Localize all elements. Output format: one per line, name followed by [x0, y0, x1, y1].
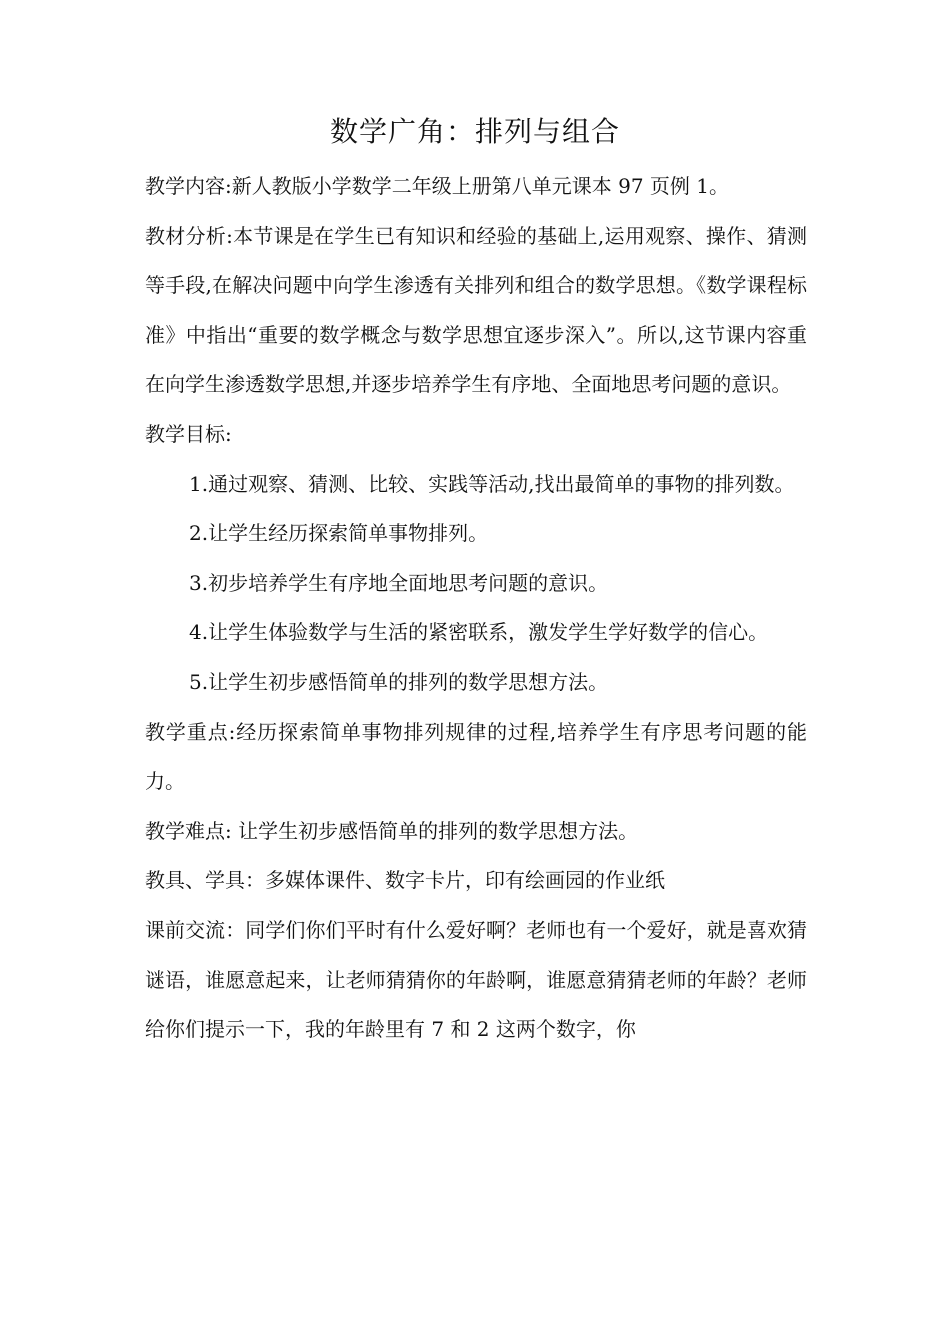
goal-item: 2.让学生经历探索简单事物排列。: [189, 521, 489, 546]
goal-item: 3.初步培养学生有序地全面地思考问题的意识。: [189, 570, 609, 595]
goal-item: 1.通过观察、猜测、比较、实践等活动,找出最简单的事物的排列数。: [189, 471, 795, 496]
goal-item: 4.让学生体验数学与生活的紧密联系，激发学生学好数学的信心。: [189, 620, 769, 645]
document-body: [145, 162, 807, 1055]
key-points: 教学重点:经历探索简单事物排列规律的过程,培养学生有序思考问题的能力。: [145, 719, 807, 794]
goals-heading: 教学目标:: [145, 421, 232, 446]
goal-item: 5.让学生初步感悟简单的排列的数学思想方法。: [189, 669, 609, 694]
material-analysis: 教材分析:本节课是在学生已有知识和经验的基础上,运用观察、操作、猜测等手段,在解决问题中向学生渗透有关排列和组合的数学思想。《数学课程标准》中指出“重要的数学概念与数学思想宜逐步深入”。所以,这节课内容重在向学生渗透数学思想,并逐步培养学生有序地、全面地思考问题的意识。: [145, 223, 807, 397]
teaching-tools: 教具、学具：多媒体课件、数字卡片，印有绘画园的作业纸: [145, 868, 665, 893]
document-title: 数学广角：排列与组合: [329, 115, 620, 148]
pre-class-exchange: 课前交流：同学们你们平时有什么爱好啊？老师也有一个爱好，就是喜欢猜谜语，谁愿意起来，让老师猜猜你的年龄啊，谁愿意猜猜老师的年龄？老师给你们提示一下，我的年龄里有 7 和 2 这两个数字，你: [145, 917, 807, 1042]
teaching-content: 教学内容:新人教版小学数学二年级上册第八单元课本 97 页例 1。: [145, 174, 729, 198]
difficulty: 教学难点: 让学生初步感悟简单的排列的数学思想方法。: [145, 818, 639, 843]
